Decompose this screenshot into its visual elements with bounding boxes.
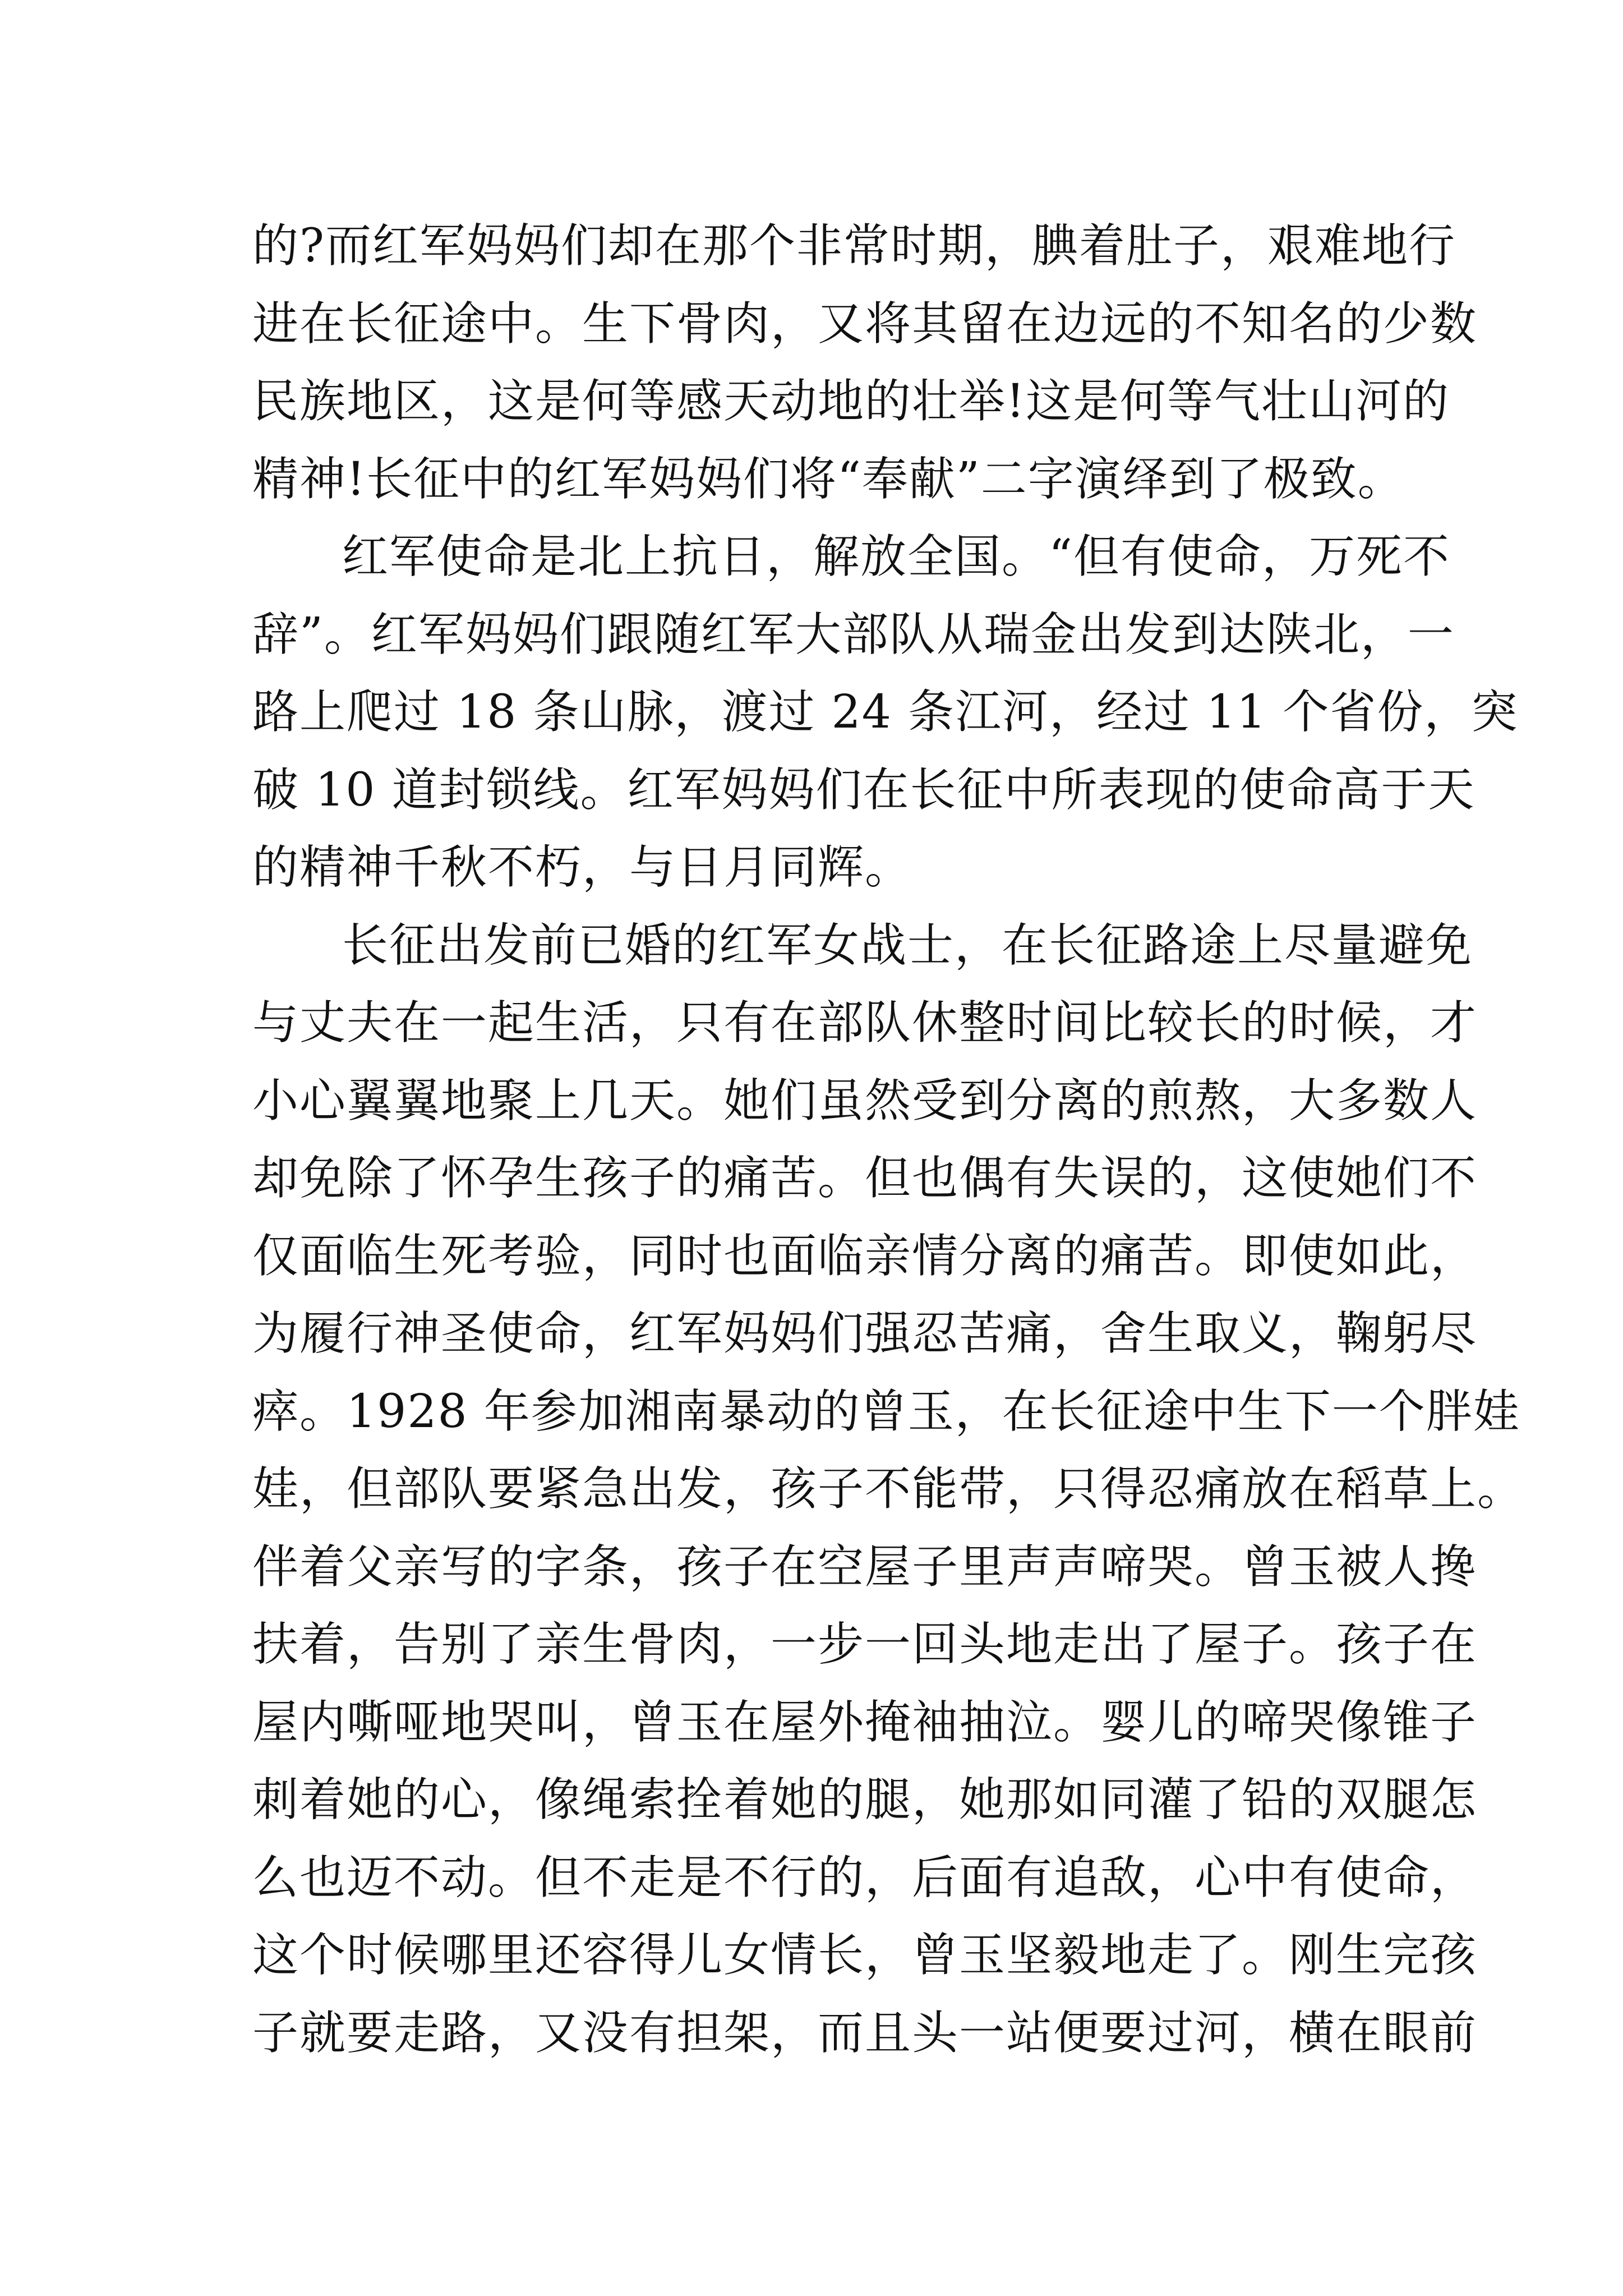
text-line: 路上爬过 18 条山脉，渡过 24 条江河，经过 11 个省份，突 [252, 685, 1519, 739]
text-line: 刺着她的心，像绳索拴着她的腿，她那如同灌了铅的双腿怎 [252, 1773, 1478, 1826]
body-text [252, 208, 1525, 2072]
text-line: 辞”。红军妈妈们跟随红军大部队从瑞金出发到达陕北，一 [252, 608, 1455, 661]
text-line: 民族地区，这是何等感天动地的壮举!这是何等气壮山河的 [252, 375, 1450, 428]
text-line: 的?而红军妈妈们却在那个非常时期，腆着肚子，艰难地行 [252, 219, 1456, 273]
text-line: 为履行神圣使命，红军妈妈们强忍苦痛，舍生取义，鞠躬尽 [252, 1307, 1478, 1360]
text-line: 红军使命是北上抗日，解放全国。“但有使命，万死不 [342, 530, 1450, 583]
text-line: 伴着父亲写的字条，孩子在空屋子里声声啼哭。曾玉被人搀 [252, 1540, 1478, 1594]
text-line: 这个时候哪里还容得儿女情长，曾玉坚毅地走了。刚生完孩 [252, 1929, 1478, 1982]
text-line: 娃，但部队要紧急出发，孩子不能带，只得忍痛放在稻草上。 [252, 1462, 1525, 1516]
text-line: 小心翼翼地聚上几天。她们虽然受到分离的煎熬，大多数人 [252, 1074, 1478, 1128]
text-line: 仅面临生死考验，同时也面临亲情分离的痛苦。即使如此， [252, 1229, 1478, 1283]
text-line: 与丈夫在一起生活，只有在部队休整时间比较长的时候，才 [252, 996, 1478, 1050]
text-line: 子就要走路，又没有担架，而且头一站便要过河，横在眼前 [252, 2006, 1478, 2060]
text-line: 的精神千秋不朽，与日月同辉。 [252, 841, 912, 894]
text-line: 瘁。1928 年参加湘南暴动的曾玉，在长征途中生下一个胖娃 [252, 1384, 1520, 1438]
text-line: 么也迈不动。但不走是不行的，后面有追敌，心中有使命， [252, 1851, 1478, 1904]
text-line: 进在长征途中。生下骨肉，又将其留在边远的不知名的少数 [252, 297, 1478, 351]
text-line: 长征出发前已婚的红军女战士，在长征路途上尽量避免 [342, 918, 1473, 972]
text-line: 破 10 道封锁线。红军妈妈们在长征中所表现的使命高于天 [252, 763, 1476, 817]
text-line: 屋内嘶哑地哭叫，曾玉在屋外掩袖抽泣。婴儿的啼哭像锥子 [252, 1695, 1478, 1749]
text-line: 扶着，告别了亲生骨肉，一步一回头地走出了屋子。孩子在 [252, 1618, 1478, 1671]
text-line: 却免除了怀孕生孩子的痛苦。但也偶有失误的，这使她们不 [252, 1152, 1478, 1205]
text-line: 精神!长征中的红军妈妈们将“奉献”二字演绎到了极致。 [252, 452, 1405, 506]
